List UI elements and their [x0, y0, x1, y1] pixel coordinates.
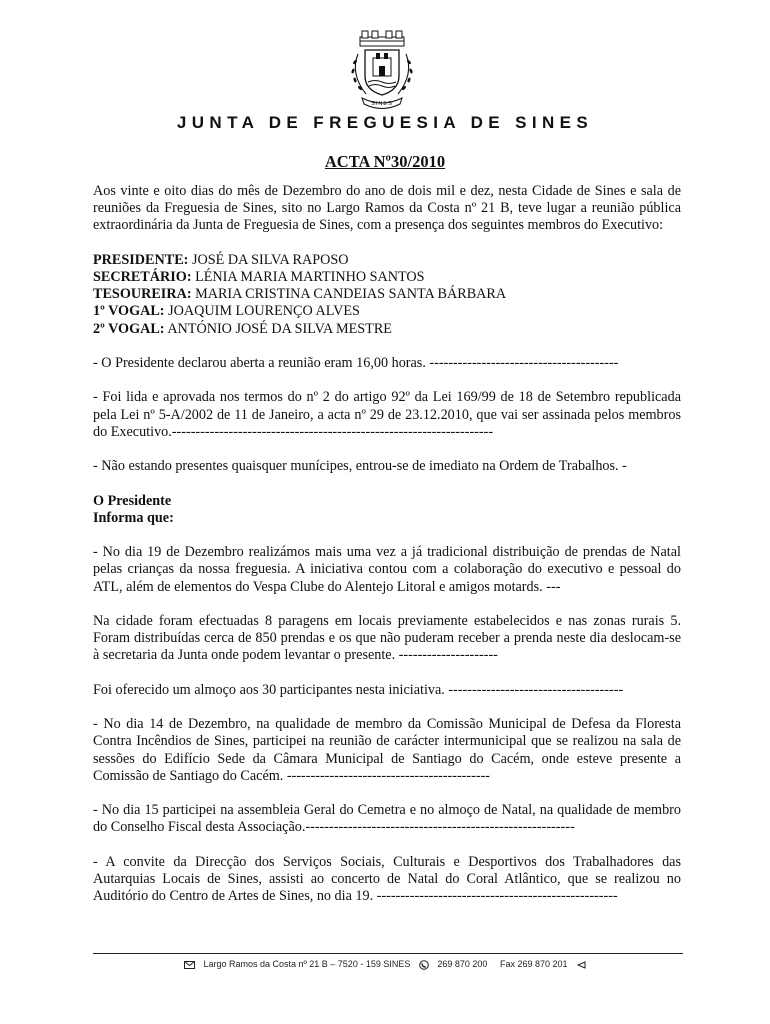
footer-fax-label: Fax	[499, 959, 515, 969]
document-title: ACTA Nº30/2010	[324, 152, 446, 171]
agenda-paragraph: - Não estando presentes quaisquer munícipes, entrou-se de imediato na Ordem de Trabalhos. -	[93, 458, 627, 475]
member-vogal-2: 2º VOGAL: ANTÓNIO JOSÉ DA SILVA MESTRE	[93, 320, 392, 337]
organization-title: JUNTA DE FREGUESIA DE SINES	[176, 113, 594, 132]
stops-paragraph: Na cidade foram efectuadas 8 paragens em locais previamente estabelecidos e nas zonas rurais 5. Foram distribuídas cerca de 850 prendas e os que não puderam receber a prenda neste dia deslocam-se à secretaria da Junta onde podem levantar o presente. ---------------------	[93, 612, 681, 664]
member-president: PRESIDENTE: JOSÉ DA SILVA RAPOSO	[93, 251, 349, 268]
intro-paragraph: Aos vinte e oito dias do mês de Dezembro do ano de dois mil e dez, nesta Cidade de Sines e sala de reuniões da Freguesia de Sines, sito no Largo Ramos da Costa nº 21 B, teve lugar a reunião pública extraordinária da Junta de Freguesia de Sines, com a presença dos seguintes membros do Executivo:	[93, 183, 681, 234]
envelope-icon	[184, 961, 195, 969]
member-treasurer: TESOUREIRA: MARIA CRISTINA CANDEIAS SANTA BÁRBARA	[93, 286, 507, 303]
president-heading: O Presidente Informa que:	[93, 492, 174, 526]
opening-paragraph: - O Presidente declarou aberta a reunião eram 16,00 horas. ----------------------------------------	[93, 355, 619, 371]
phone-icon	[419, 960, 429, 970]
lunch-paragraph: Foi oferecido um almoço aos 30 participantes nesta iniciativa. -------------------------------------	[93, 681, 624, 698]
footer-divider	[93, 953, 683, 954]
crest-logo	[338, 28, 426, 112]
fax-arrow-icon	[576, 961, 586, 969]
document-body	[93, 183, 681, 923]
concert-paragraph: - A convite da Direcção dos Serviços Sociais, Culturais e Desportivos dos Trabalhadores das Autarquias Locais de Sines, assisti ao concerto de Natal do Coral Atlântico, que se realizou no Auditório do Centro de Artes de Sines, no dia 19. ---------------------------------------------------	[93, 853, 681, 905]
crest-ribbon-text: SINES	[371, 101, 393, 107]
dec15-paragraph: - No dia 15 participei na assembleia Geral do Cemetra e no almoço de Natal, na qualidade de membro do Conselho Fiscal desta Associação.---------------------------------------------------------	[93, 802, 681, 836]
approval-paragraph: - Foi lida e aprovada nos termos do nº 2 do artigo 92º da Lei 169/99 de 18 de Setembro republicada pela Lei nº 5-A/2002 de 11 de Janeiro, a acta nº 29 de 23.12.2010, que vai ser assinada pelos membros do Executivo.--------------------------------------------------------------------	[93, 389, 681, 440]
member-secretary: SECRETÁRIO: LÉNIA MARIA MARTINHO SANTOS	[93, 269, 425, 285]
footer-fax: 269 870 201	[517, 959, 568, 969]
members-list	[93, 252, 681, 338]
footer	[0, 959, 770, 970]
dec14-paragraph: - No dia 14 de Dezembro, na qualidade de membro da Comissão Municipal de Defesa da Floresta Contra Incêndios de Sines, participei na reunião de carácter intermunicipal que se realizou na sala de sessões do Edifício Sede da Câmara Municipal de Santiago do Cacém, onde esteve presente a Comissão de Santiago do Cacém. -------------------------------------------	[93, 716, 681, 784]
footer-phone: 269 870 200	[437, 959, 488, 969]
dec19-paragraph: - No dia 19 de Dezembro realizámos mais uma vez a já tradicional distribuição de prendas de Natal pelas crianças da nossa freguesia. A iniciativa contou com a colaboração do executivo e pessoal do ATL, além de elementos do Vespa Clube do Alentejo Litoral e amigos motards. ---	[93, 544, 681, 595]
member-vogal-1: 1º VOGAL: JOAQUIM LOURENÇO ALVES	[93, 303, 360, 320]
footer-address: Largo Ramos da Costa nº 21 B – 7520 - 159 SINES	[203, 959, 411, 969]
